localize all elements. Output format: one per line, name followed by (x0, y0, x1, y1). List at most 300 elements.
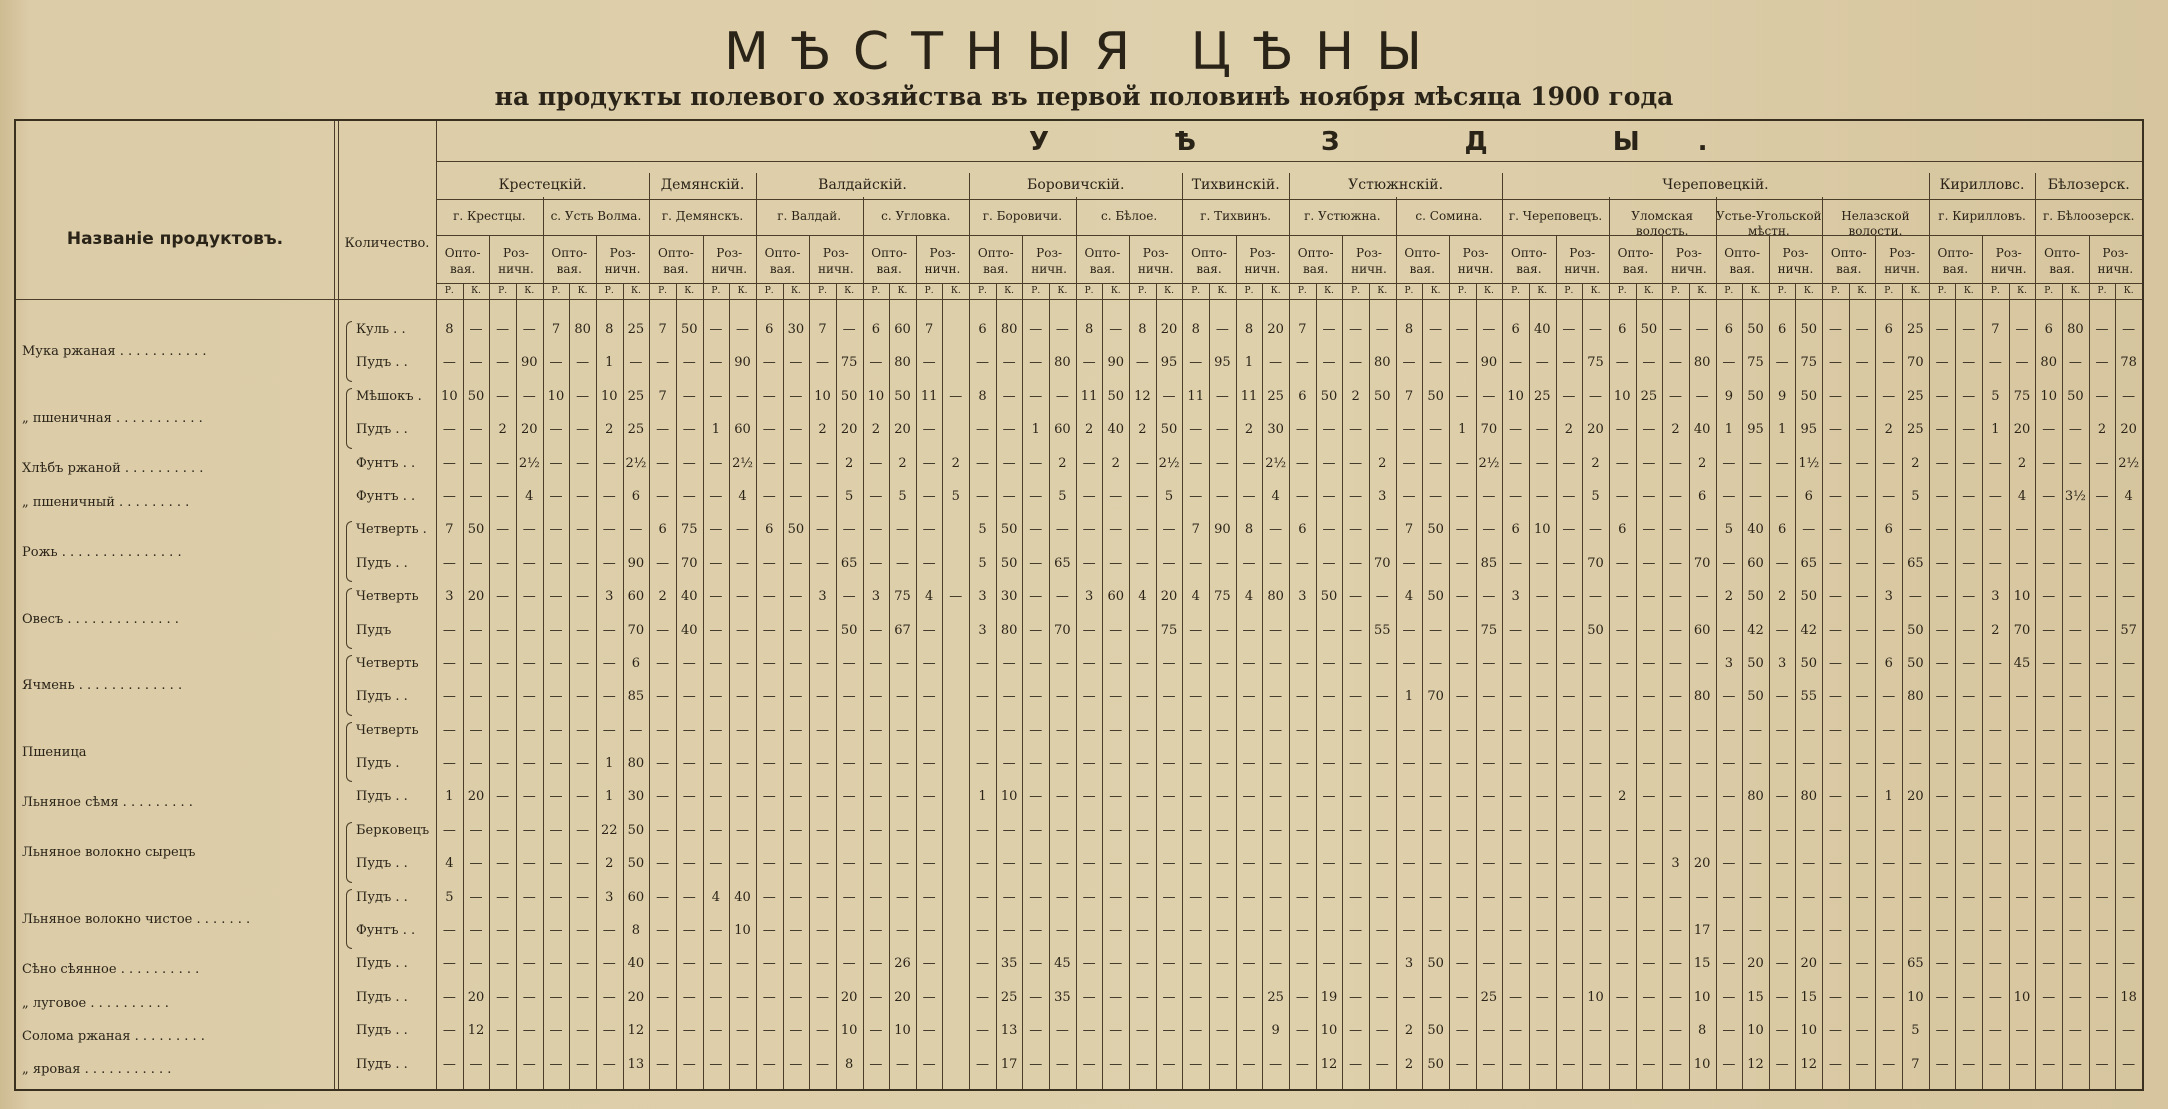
price-cell: — (496, 989, 510, 1005)
price-cell: — (1349, 555, 1363, 571)
price-cell: 10 (1907, 989, 1924, 1005)
subcol-wholesale: Опто- вая. (1937, 246, 1974, 276)
price-cell: — (1962, 455, 1976, 471)
price-cell: — (1855, 655, 1869, 671)
price-cell: 50 (1640, 322, 1658, 337)
quantity-unit: Пудъ . . (356, 422, 408, 438)
price-cell: — (1375, 322, 1389, 337)
price-cell: — (1375, 856, 1389, 872)
price-cell: — (1562, 923, 1576, 939)
price-cell: — (1242, 756, 1256, 772)
price-cell: — (682, 822, 696, 838)
price-cell: — (762, 488, 776, 504)
price-cell: — (895, 889, 909, 905)
price-cell: — (1589, 923, 1603, 939)
price-cell: 6 (1884, 655, 1893, 671)
price-cell: — (1242, 1056, 1256, 1072)
price-cell: — (1482, 956, 1496, 972)
price-cell: — (629, 355, 643, 371)
price-cell: — (1322, 555, 1336, 571)
price-cell: 10 (734, 923, 751, 939)
price-cell: — (1669, 388, 1683, 404)
price-cell: — (2015, 555, 2029, 571)
price-cell: — (1775, 622, 1789, 638)
price-cell: — (1908, 889, 1922, 905)
price-cell: — (1269, 756, 1283, 772)
price-cell: — (1642, 455, 1656, 471)
price-cell: 40 (627, 956, 645, 972)
price-cell: — (1748, 889, 1762, 905)
price-cell: — (1908, 923, 1922, 939)
price-cell: — (1935, 1023, 1949, 1039)
price-cell: 6 (765, 322, 774, 337)
price-cell: — (1722, 856, 1736, 872)
price-cell: — (1509, 488, 1523, 504)
price-cell: — (736, 622, 750, 638)
price-cell: — (816, 488, 830, 504)
price-cell: — (522, 789, 536, 805)
price-cell: 6 (1618, 522, 1627, 538)
price-cell: — (1375, 722, 1389, 738)
price-cell: — (1455, 889, 1469, 905)
quantity-unit: Пудъ . . (356, 355, 408, 371)
price-cell: — (842, 856, 856, 872)
price-cell: — (1162, 1056, 1176, 1072)
price-cell: — (1455, 689, 1469, 705)
district-1: Демянскій. (660, 177, 745, 193)
price-cell: — (709, 355, 723, 371)
price-cell: — (1455, 388, 1469, 404)
price-cell: 50 (1747, 388, 1764, 404)
price-cell: 2 (818, 422, 827, 438)
price-cell: 10 (1613, 388, 1631, 404)
price-cell: 13 (1000, 1023, 1018, 1039)
price-cell: — (1215, 923, 1229, 939)
price-cell: — (682, 455, 696, 471)
price-cell: — (2042, 889, 2056, 905)
price-cell: — (1002, 455, 1016, 471)
price-cell: 2 (1378, 455, 1387, 471)
unit-r: Р. (498, 286, 508, 296)
price-cell: — (1802, 856, 1816, 872)
price-cell: — (762, 822, 776, 838)
price-cell: — (762, 923, 776, 939)
price-cell: — (975, 856, 989, 872)
price-cell: — (1135, 1056, 1149, 1072)
price-cell: — (2042, 522, 2056, 538)
price-cell: — (496, 756, 510, 772)
place-3: г. Валдай. (777, 209, 842, 223)
price-cell: — (1482, 322, 1496, 337)
price-cell: — (1189, 655, 1203, 671)
price-cell: — (1828, 388, 1842, 404)
price-cell: — (736, 989, 750, 1005)
price-cell: — (549, 923, 563, 939)
price-cell: — (1109, 889, 1123, 905)
price-cell: 7 (551, 322, 561, 337)
price-cell: — (1029, 822, 1043, 838)
place-8: г. Устюжна. (1304, 209, 1381, 223)
price-cell: — (1775, 822, 1789, 838)
price-cell: — (736, 689, 750, 705)
price-cell: — (2068, 455, 2082, 471)
price-cell: — (2042, 789, 2056, 805)
price-cell: — (549, 689, 563, 705)
price-cell: 25 (1640, 388, 1658, 404)
price-cell: — (1828, 589, 1842, 605)
price-cell: — (1082, 355, 1096, 371)
price-cell: — (1935, 989, 1949, 1005)
price-cell: 8 (1244, 522, 1254, 538)
price-cell: — (1535, 923, 1549, 939)
price-cell: — (1509, 622, 1523, 638)
unit-r: Р. (977, 286, 987, 296)
subcol-retail: Роз- ничн. (1031, 246, 1067, 276)
price-cell: — (1669, 589, 1683, 605)
subcol-wholesale: Опто- вая. (871, 246, 908, 276)
price-cell: 4 (1271, 488, 1280, 504)
price-cell: — (922, 1056, 936, 1072)
unit-k: К. (524, 286, 535, 296)
price-cell: — (2015, 1056, 2029, 1072)
price-cell: — (442, 355, 456, 371)
price-cell: 65 (1800, 555, 1818, 571)
price-cell: — (1589, 856, 1603, 872)
price-cell: — (1215, 956, 1229, 972)
price-cell: — (549, 989, 563, 1005)
price-cell: — (522, 856, 536, 872)
product-name: Рожь . . . . . . . . . . . . . . . (22, 544, 182, 560)
unit-k: К. (1697, 286, 1708, 296)
price-cell: 25 (1267, 388, 1284, 404)
price-cell: — (2042, 622, 2056, 638)
price-cell: — (1295, 789, 1309, 805)
price-cell: — (1882, 488, 1896, 504)
unit-k: К. (2070, 286, 2081, 296)
price-cell: — (789, 355, 803, 371)
price-cell: — (1988, 789, 2002, 805)
price-cell: — (1962, 956, 1976, 972)
price-cell: — (1402, 555, 1416, 571)
price-cell: — (1482, 1023, 1496, 1039)
price-cell: — (549, 1023, 563, 1039)
quantity-unit: Четверть . (356, 522, 427, 538)
price-cell: — (1215, 989, 1229, 1005)
price-cell: — (1189, 622, 1203, 638)
price-cell: — (1349, 422, 1363, 438)
price-cell: — (2095, 689, 2109, 705)
price-cell: 45 (1054, 956, 1071, 972)
price-cell: — (1082, 1023, 1096, 1039)
price-cell: — (1988, 455, 2002, 471)
price-cell: — (1402, 455, 1416, 471)
price-cell: — (1135, 488, 1149, 504)
unit-brace (346, 321, 352, 382)
price-cell: 1 (1244, 355, 1254, 371)
price-cell: 5 (1164, 488, 1174, 504)
price-cell: 2 (1058, 455, 1067, 471)
price-cell: — (442, 555, 456, 571)
price-cell: — (1242, 689, 1256, 705)
price-cell: — (869, 555, 883, 571)
price-cell: — (816, 956, 830, 972)
price-cell: — (2068, 1056, 2082, 1072)
header-quantity: Количество. (344, 236, 430, 251)
unit-k: К. (1590, 286, 1601, 296)
price-cell: 1 (445, 789, 454, 805)
price-cell: — (1615, 1056, 1629, 1072)
price-cell: — (2122, 889, 2136, 905)
price-cell: 4 (925, 589, 934, 605)
subcol-wholesale: Опто- вая. (551, 246, 588, 276)
price-cell: 9 (1271, 1023, 1280, 1039)
price-cell: — (1509, 756, 1523, 772)
price-cell: — (2015, 822, 2029, 838)
price-cell: — (1109, 822, 1123, 838)
price-cell: — (1189, 422, 1203, 438)
price-cell: — (1535, 689, 1549, 705)
price-cell: — (2095, 322, 2109, 337)
price-cell: — (442, 488, 456, 504)
subcol-retail: Роз- ничн. (817, 246, 854, 276)
price-cell: — (1802, 889, 1816, 905)
price-cell: — (1242, 555, 1256, 571)
price-cell: — (842, 789, 856, 805)
price-cell: — (496, 488, 510, 504)
price-cell: — (1269, 1056, 1283, 1072)
price-cell: — (1748, 722, 1762, 738)
price-cell: 6 (1698, 488, 1707, 504)
quantity-unit: Пудъ . . (356, 956, 408, 972)
price-cell: — (1349, 655, 1363, 671)
unit-r: Р. (2097, 286, 2107, 296)
price-cell: — (1269, 956, 1283, 972)
price-cell: — (1135, 622, 1149, 638)
price-cell: — (1882, 455, 1896, 471)
subcol-wholesale: Опто- вая. (1830, 246, 1867, 276)
unit-r: Р. (604, 286, 614, 296)
price-cell: — (682, 1056, 696, 1072)
price-cell: 6 (2044, 322, 2053, 337)
unit-k: К. (844, 286, 855, 296)
price-cell: 6 (871, 322, 880, 337)
price-cell: — (1295, 822, 1309, 838)
price-cell: — (2095, 822, 2109, 838)
price-cell: — (1269, 822, 1283, 838)
price-cell: — (1882, 722, 1896, 738)
price-cell: — (1748, 923, 1762, 939)
price-cell: — (1669, 722, 1683, 738)
price-cell: — (1935, 488, 1949, 504)
price-cell: — (842, 889, 856, 905)
price-cell: — (922, 1023, 936, 1039)
price-cell: — (1589, 388, 1603, 404)
price-cell: — (975, 889, 989, 905)
price-cell: 7 (818, 322, 827, 337)
price-cell: — (1935, 422, 1949, 438)
price-cell: 25 (627, 422, 645, 438)
price-cell: — (1189, 756, 1203, 772)
price-cell: 3 (1511, 589, 1520, 605)
price-cell: — (1642, 555, 1656, 571)
price-cell: — (1589, 822, 1603, 838)
price-cell: 8 (1404, 322, 1414, 337)
price-cell: — (1935, 856, 1949, 872)
price-cell: — (1429, 722, 1443, 738)
price-cell: 11 (1187, 388, 1204, 404)
price-cell: — (869, 789, 883, 805)
price-cell: — (1722, 1023, 1736, 1039)
price-cell: — (1722, 555, 1736, 571)
price-cell: — (442, 989, 456, 1005)
price-cell: — (522, 1056, 536, 1072)
price-cell: — (1162, 722, 1176, 738)
price-cell: — (1589, 522, 1603, 538)
price-cell: — (1748, 488, 1762, 504)
price-cell: — (576, 889, 590, 905)
price-cell: 1 (1724, 422, 1733, 438)
product-name: Льняное сѣмя . . . . . . . . . (22, 795, 193, 811)
price-cell: — (2042, 455, 2056, 471)
price-cell: 50 (1427, 388, 1444, 404)
price-cell: — (682, 923, 696, 939)
price-cell: — (1642, 622, 1656, 638)
price-cell: — (1455, 722, 1469, 738)
price-cell: — (1295, 1023, 1309, 1039)
price-cell: 15 (1693, 956, 1711, 972)
price-cell: 7 (658, 388, 667, 404)
price-cell: — (1349, 689, 1363, 705)
price-cell: — (549, 655, 563, 671)
price-cell: 70 (627, 622, 645, 638)
price-cell: — (576, 1023, 590, 1039)
place-15: г. Бѣлоозерск. (2042, 209, 2135, 223)
price-cell: — (1935, 455, 1949, 471)
price-cell: — (1828, 856, 1842, 872)
price-cell: — (1029, 789, 1043, 805)
price-cell: 5 (898, 488, 907, 504)
price-cell: — (1828, 522, 1842, 538)
price-cell: — (975, 989, 989, 1005)
price-cell: — (656, 889, 670, 905)
price-cell: — (1615, 655, 1629, 671)
price-cell: — (522, 923, 536, 939)
price-cell: — (1349, 1056, 1363, 1072)
price-cell: 2 (1884, 422, 1893, 438)
price-cell: — (1775, 689, 1789, 705)
price-cell: 2 (1111, 455, 1120, 471)
price-cell: — (1988, 1023, 2002, 1039)
quantity-unit: Фунтъ . . (356, 488, 416, 504)
price-cell: 8 (605, 322, 614, 337)
price-cell: 11 (920, 388, 938, 404)
price-cell: 2 (871, 422, 880, 438)
unit-r: Р. (818, 286, 827, 296)
price-cell: — (682, 756, 696, 772)
price-cell: — (2095, 622, 2109, 638)
price-cell: — (842, 655, 856, 671)
price-cell: — (1562, 589, 1576, 605)
price-cell: 60 (734, 422, 751, 438)
price-cell: 6 (658, 522, 667, 538)
price-cell: — (576, 789, 590, 805)
price-cell: — (709, 1023, 723, 1039)
price-cell: — (975, 655, 989, 671)
price-cell: — (1615, 589, 1629, 605)
place-10: г. Череповецъ. (1508, 209, 1603, 223)
unit-k: К. (1430, 286, 1441, 296)
price-cell: 80 (1747, 789, 1764, 805)
price-cell: — (1695, 756, 1709, 772)
price-cell: — (2068, 689, 2082, 705)
price-cell: 10 (840, 1023, 858, 1039)
price-cell: — (2122, 822, 2136, 838)
price-cell: — (2122, 388, 2136, 404)
price-cell: — (656, 689, 670, 705)
price-cell: 20 (521, 422, 538, 438)
price-cell: 60 (894, 322, 911, 337)
unit-k: К. (737, 286, 748, 296)
price-cell: — (1135, 989, 1149, 1005)
price-cell: — (1162, 522, 1176, 538)
product-name: Овесъ . . . . . . . . . . . . . . (22, 611, 179, 627)
price-cell: — (1269, 689, 1283, 705)
price-cell: 60 (1747, 555, 1764, 571)
price-cell: 5 (1058, 488, 1067, 504)
price-cell: 50 (1800, 322, 1818, 337)
price-cell: 50 (787, 522, 805, 538)
price-cell: — (1482, 756, 1496, 772)
price-cell: 20 (467, 989, 485, 1005)
price-cell: — (922, 522, 936, 538)
price-cell: — (1029, 756, 1043, 772)
price-cell: — (709, 956, 723, 972)
price-cell: — (1775, 789, 1789, 805)
price-cell: — (1828, 655, 1842, 671)
price-cell: — (1589, 322, 1603, 337)
price-cell: — (1562, 622, 1576, 638)
unit-r: Р. (1617, 286, 1627, 296)
rk-divider (942, 283, 943, 1089)
price-cell: 40 (1747, 522, 1764, 538)
price-cell: — (656, 923, 670, 939)
price-cell: 15 (1747, 989, 1764, 1005)
price-cell: — (1882, 889, 1896, 905)
price-cell: — (1642, 488, 1656, 504)
price-cell: 90 (1480, 355, 1498, 371)
price-cell: — (2095, 655, 2109, 671)
unit-r: Р. (1990, 286, 2000, 296)
unit-k: К. (1270, 286, 1281, 296)
price-cell: — (1828, 1056, 1842, 1072)
price-cell: 6 (1298, 388, 1307, 404)
price-cell: — (1882, 956, 1896, 972)
price-cell: — (1109, 722, 1123, 738)
price-cell: 2 (1724, 589, 1733, 605)
price-cell: — (1482, 923, 1496, 939)
price-cell: — (975, 689, 989, 705)
price-cell: — (1349, 1023, 1363, 1039)
price-cell: — (1109, 555, 1123, 571)
price-cell: — (1135, 789, 1149, 805)
price-cell: — (1242, 1023, 1256, 1039)
price-cell: — (1189, 989, 1203, 1005)
price-cell: — (1055, 722, 1069, 738)
page-title: МѢСТНЫЯ ЦѢНЫ (723, 22, 1445, 82)
price-cell: — (1375, 1023, 1389, 1039)
price-cell: — (789, 589, 803, 605)
price-cell: — (2015, 355, 2029, 371)
